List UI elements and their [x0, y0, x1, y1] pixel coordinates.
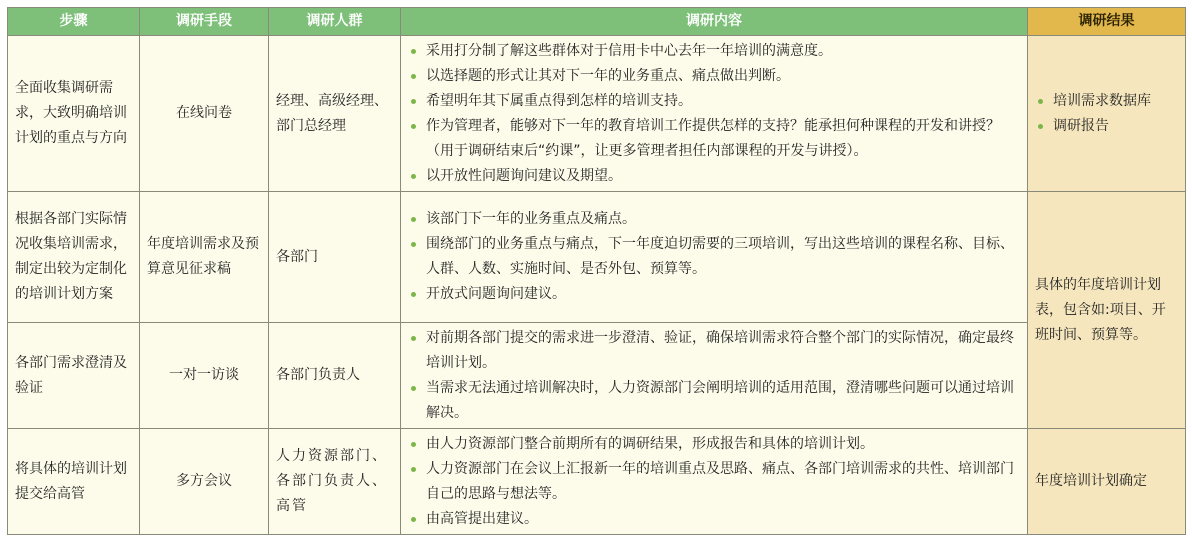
content-cell [401, 323, 1028, 429]
result-list [1035, 89, 1178, 139]
method-cell: 年度培训需求及预算意见征求稿 [140, 192, 269, 323]
list-item: 开放式问题询问建议。 [408, 282, 1020, 307]
list-item: 调研报告 [1035, 114, 1178, 139]
list-item: 以选择题的形式让其对下一年的业务重点、痛点做出判断。 [408, 64, 1020, 89]
list-item: 由高管提出建议。 [408, 507, 1020, 532]
content-cell [401, 36, 1028, 192]
list-item: 由人力资源部门整合前期所有的调研结果，形成报告和具体的培训计划。 [408, 432, 1020, 457]
content-cell [401, 192, 1028, 323]
content-list [408, 326, 1020, 426]
header-row [8, 8, 1186, 36]
group-cell: 人力资源部门、各部门负责人、高管 [269, 429, 401, 535]
content-list [408, 39, 1020, 189]
content-list [408, 432, 1020, 532]
header-group: 调研人群 [269, 8, 401, 36]
header-method: 调研手段 [140, 8, 269, 36]
list-item: 该部门下一年的业务重点及痛点。 [408, 207, 1020, 232]
content-cell [401, 429, 1028, 535]
list-item: 围绕部门的业务重点与痛点，下一年度迫切需要的三项培训，写出这些培训的课程名称、目标、人群、人数、实施时间、是否外包、预算等。 [408, 232, 1020, 282]
list-item: 作为管理者，能够对下一年的教育培训工作提供怎样的支持？能承担何种课程的开发和讲授？（用于调研结束后“约课”，让更多管理者担任内部课程的开发与讲授）。 [408, 114, 1020, 164]
table-row [8, 192, 1186, 323]
group-cell: 各部门 [269, 192, 401, 323]
method-cell: 多方会议 [140, 429, 269, 535]
header-content: 调研内容 [401, 8, 1028, 36]
content-list [408, 207, 1020, 307]
step-cell: 将具体的培训计划提交给高管 [8, 429, 140, 535]
list-item: 对前期各部门提交的需求进一步澄清、验证，确保培训需求符合整个部门的实际情况，确定最终培训计划。 [408, 326, 1020, 376]
result-cell: 具体的年度培训计划表，包含如:项目、开班时间、预算等。 [1028, 192, 1186, 429]
result-cell [1028, 36, 1186, 192]
list-item: 希望明年其下属重点得到怎样的培训支持。 [408, 89, 1020, 114]
list-item: 以开放性问题询问建议及期望。 [408, 164, 1020, 189]
table-row [8, 36, 1186, 192]
step-cell: 各部门需求澄清及验证 [8, 323, 140, 429]
method-cell: 在线问卷 [140, 36, 269, 192]
group-cell: 经理、高级经理、部门总经理 [269, 36, 401, 192]
step-cell: 根据各部门实际情况收集培训需求，制定出较为定制化的培训计划方案 [8, 192, 140, 323]
list-item: 当需求无法通过培训解决时，人力资源部门会阐明培训的适用范围，澄清哪些问题可以通过培训解决。 [408, 376, 1020, 426]
list-item: 培训需求数据库 [1035, 89, 1178, 114]
result-cell: 年度培训计划确定 [1028, 429, 1186, 535]
header-result: 调研结果 [1028, 8, 1186, 36]
training-survey-table [7, 7, 1186, 535]
list-item: 人力资源部门在会议上汇报新一年的培训重点及思路、痛点、各部门培训需求的共性、培训部门自己的思路与想法等。 [408, 457, 1020, 507]
step-cell: 全面收集调研需求，大致明确培训计划的重点与方向 [8, 36, 140, 192]
group-cell: 各部门负责人 [269, 323, 401, 429]
method-cell: 一对一访谈 [140, 323, 269, 429]
table-row [8, 429, 1186, 535]
table-row [8, 323, 1186, 429]
header-step: 步骤 [8, 8, 140, 36]
list-item: 采用打分制了解这些群体对于信用卡中心去年一年培训的满意度。 [408, 39, 1020, 64]
